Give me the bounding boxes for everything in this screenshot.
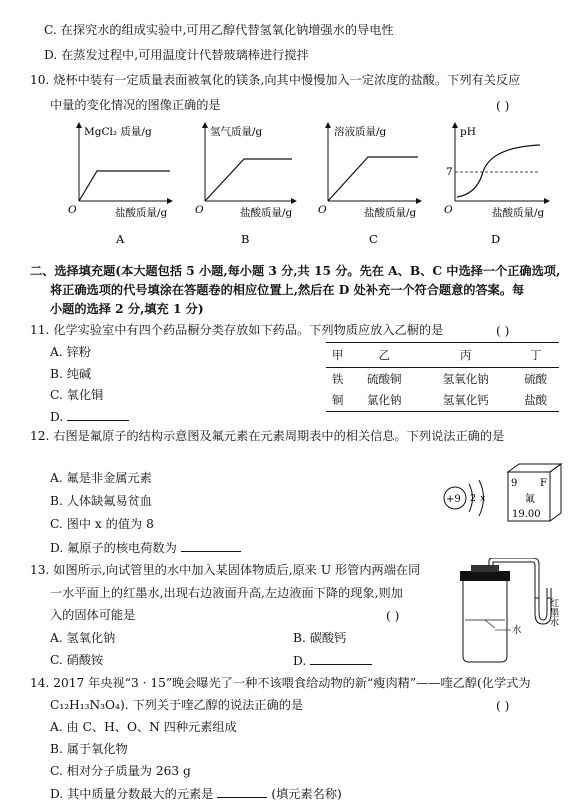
q14-option-d xyxy=(50,785,342,802)
graph-a-curve xyxy=(79,171,170,201)
q11-cabinet-table xyxy=(326,342,559,412)
graph-c xyxy=(318,123,421,246)
graph-d-ylabel: pH xyxy=(460,126,476,138)
atom-nucleus-charge: +9 xyxy=(446,494,461,505)
q12-answer-blank xyxy=(181,539,241,552)
q11-stem: 11. 化学实验室中有四个药品橱分类存放如下药品。下列物质应放入乙橱的是 xyxy=(30,323,444,337)
graph-a-origin: O xyxy=(68,204,77,216)
q14-answer-paren: ( ) xyxy=(496,699,510,713)
section2-heading-line2: 将正确选项的代号填涂在答题卷的相应位置上,然后在 D 处补充一个符合题意的答案。每 xyxy=(50,283,525,297)
element-atomic-number: 9 xyxy=(511,478,518,489)
section2-heading-line3: 小题的选择 2 分,填充 1 分) xyxy=(50,302,204,316)
element-symbol: F xyxy=(540,478,547,489)
q12-option-b: B. 人体缺氟易贫血 xyxy=(50,494,153,508)
graph-b-ylabel: 氢气质量/g xyxy=(210,126,263,138)
q12-option-a: A. 氟是非金属元素 xyxy=(50,471,152,485)
table-cell: 氢氧化钙 xyxy=(442,393,489,408)
graph-d xyxy=(444,123,549,246)
q11-answer-paren: ( ) xyxy=(496,324,510,338)
label-water: 水 xyxy=(512,625,522,636)
q13-option-a: A. 氢氧化钠 xyxy=(50,631,116,645)
table-cell: 氯化钠 xyxy=(366,393,402,408)
q9-option-d: D. 在蒸发过程中,可用温度计代替玻璃棒进行搅拌 xyxy=(44,48,309,62)
graph-c-ylabel: 溶液质量/g xyxy=(334,126,387,138)
table-cell: 硫酸铜 xyxy=(366,371,402,386)
q11-option-a: A. 锌粉 xyxy=(50,345,91,359)
q13-answer-paren: ( ) xyxy=(386,609,400,623)
label-red-ink: 红墨水 xyxy=(547,598,559,627)
table-header: 丙 xyxy=(460,348,472,362)
table-header: 丁 xyxy=(529,348,542,362)
graph-c-xlabel: 盐酸质量/g xyxy=(364,207,417,219)
q14-stem-line2-rest: ). 下列关于喹乙醇的说法正确的是 xyxy=(119,698,304,712)
q13-option-d-label: D. xyxy=(293,654,307,668)
q12-option-d-label: D. 氟原子的核电荷数为 xyxy=(50,541,177,555)
q13-option-d xyxy=(293,652,372,669)
q11-option-b: B. 纯碱 xyxy=(50,367,92,381)
q13-answer-blank xyxy=(310,652,372,665)
graph-a-ylabel: MgCl₂ 质量/g xyxy=(84,126,152,138)
q12-option-d xyxy=(50,539,241,556)
q14-answer-blank xyxy=(217,785,267,798)
q13-stem-line2: 一水平面上的红墨水,出现右边液面升高,左边液面下降的现象,则加 xyxy=(50,586,403,600)
graph-d-xlabel: 盐酸质量/g xyxy=(492,207,545,219)
table-cell: 盐酸 xyxy=(524,393,548,408)
q14-formula: C₁₂H₁₃N₃O₄ xyxy=(50,698,120,712)
section2-heading-line1: 二、选择填充题(本大题包括 5 小题,每小题 3 分,共 15 分。先在 A、B、C 中选择一个正确选项, xyxy=(30,264,561,278)
fluorine-element-box xyxy=(495,462,565,532)
q10-graphs xyxy=(0,115,569,255)
element-name: 氟 xyxy=(525,494,535,505)
table-cell: 氢氧化钠 xyxy=(442,371,489,386)
graph-c-origin: O xyxy=(318,204,327,216)
atom-shell2-electrons: x xyxy=(480,493,486,504)
table-cell: 铜 xyxy=(331,393,344,408)
q14-option-c: C. 相对分子质量为 263 g xyxy=(50,764,191,778)
q13-option-b: B. 碳酸钙 xyxy=(293,631,347,645)
q11-option-c: C. 氧化铜 xyxy=(50,388,104,402)
graph-b-xlabel: 盐酸质量/g xyxy=(240,207,293,219)
element-atomic-mass: 19.00 xyxy=(512,509,541,520)
atom-shell1-electrons: 2 xyxy=(470,493,477,504)
table-cell: 硫酸 xyxy=(524,371,548,386)
graph-c-curve xyxy=(328,157,418,201)
graph-d-tick-7: 7 xyxy=(446,166,453,178)
graph-d-origin: O xyxy=(444,204,453,216)
q14-option-d-label: D. 其中质量分数最大的元素是 xyxy=(50,787,214,801)
graph-a-letter: A xyxy=(116,232,125,246)
q9-option-c: C. 在探究水的组成实验中,可用乙醇代替氢氧化钠增强水的导电性 xyxy=(44,23,394,37)
q13-option-c: C. 硝酸铵 xyxy=(50,653,104,667)
graph-c-letter: C xyxy=(369,232,378,246)
q14-stem-line1: 14. 2017 年央视“3 · 15”晚会曝光了一种不该喂食给动物的新“瘦肉精”——喹乙醇(化学式为 xyxy=(30,676,531,690)
u-tube-apparatus xyxy=(455,558,565,668)
q12-option-c: C. 图中 x 的值为 8 xyxy=(50,517,154,531)
graph-a-xlabel: 盐酸质量/g xyxy=(115,207,168,219)
q10-answer-paren: ( ) xyxy=(496,99,510,113)
graph-d-letter: D xyxy=(491,232,501,246)
q11-option-d-label: D. xyxy=(50,410,64,424)
table-header: 乙 xyxy=(378,348,390,362)
q14-option-b: B. 属于氧化物 xyxy=(50,742,128,756)
q13-stem-line1: 13. 如图所示,向试管里的水中加入某固体物质后,原来 U 形管内两端在同 xyxy=(30,563,421,577)
q10-stem-line2: 中量的变化情况的图像正确的是 xyxy=(50,98,221,112)
q14-option-a: A. 由 C、H、O、N 四种元素组成 xyxy=(50,720,237,734)
q10-stem-line1: 10. 烧杯中装有一定质量表面被氧化的镁条,向其中慢慢加入一定浓度的盐酸。下列有关反应 xyxy=(30,73,521,87)
table-cell: 铁 xyxy=(331,371,344,386)
q13-stem-line3: 入的固体可能是 xyxy=(50,608,136,622)
graph-b xyxy=(195,123,296,246)
graph-b-curve xyxy=(205,159,292,201)
table-header: 甲 xyxy=(331,348,344,362)
q11-answer-blank xyxy=(67,408,129,421)
q14-stem-line2 xyxy=(50,697,303,713)
graph-a xyxy=(68,123,172,246)
q12-stem: 12. 右图是氟原子的结构示意图及氟元素在元素周期表中的相关信息。下列说法正确的是 xyxy=(30,429,505,443)
graph-d-curve xyxy=(457,145,540,197)
graph-b-origin: O xyxy=(195,204,204,216)
q11-option-d xyxy=(50,408,129,425)
q14-option-d-tail: (填元素名称) xyxy=(271,787,342,801)
graph-b-letter: B xyxy=(241,232,250,246)
